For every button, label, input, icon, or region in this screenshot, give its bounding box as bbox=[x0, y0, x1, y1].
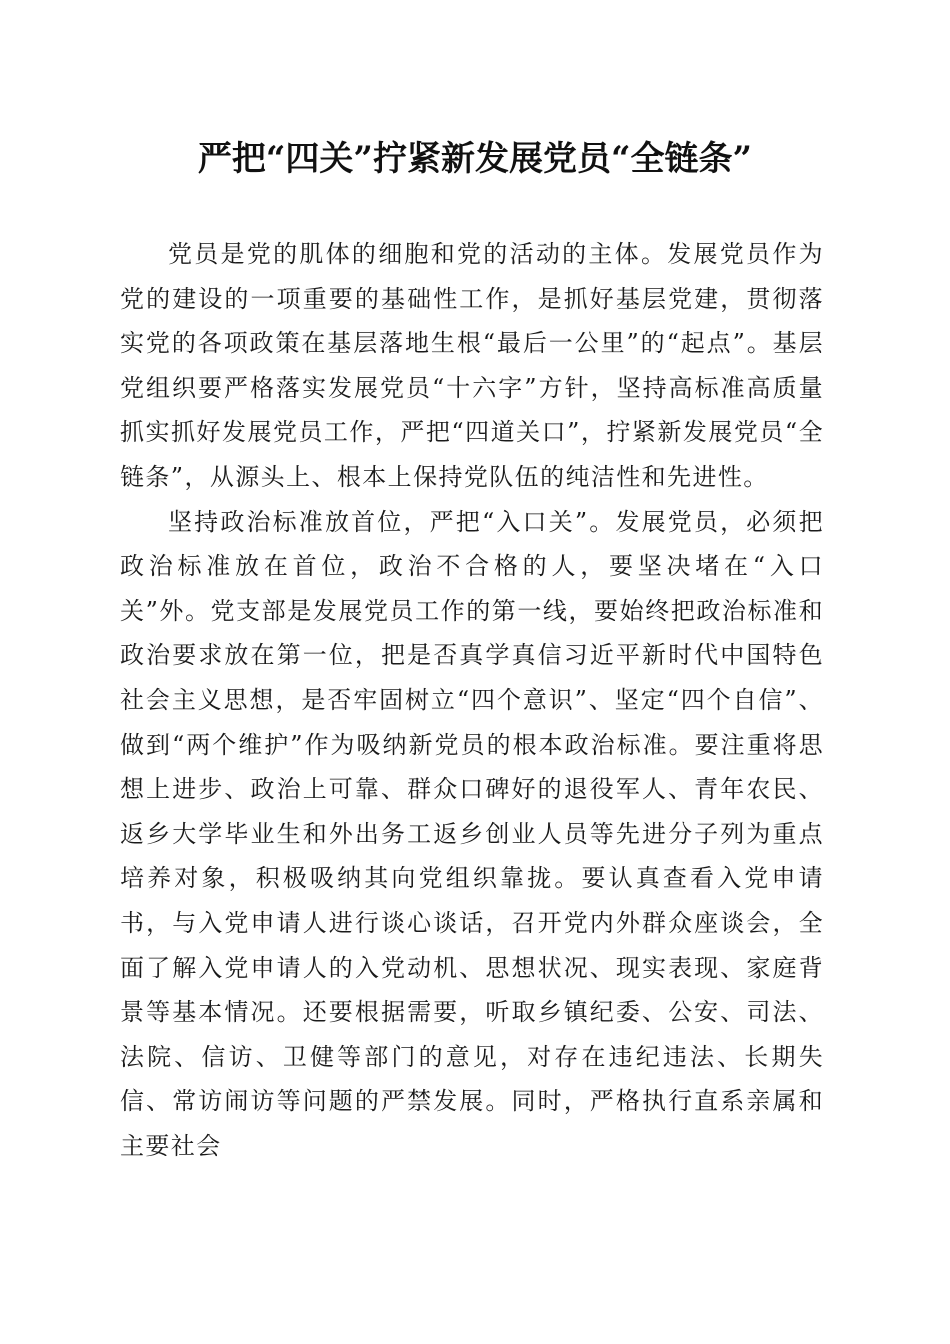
paragraph-intro: 党员是党的肌体的细胞和党的活动的主体。发展党员作为党的建设的一项重要的基础性工作，是抓好基层党建，贯彻落实党的各项政策在基层落地生根“最后一公里”的“起点”。基层党组织要严格落实发展党员“十六字”方针，坚持高标准高质量抓实抓好发展党员工作，严把“四道关口”，拧紧新发展党员“全链条”，从源头上、根本上保持党队伍的纯洁性和先进性。 bbox=[120, 240, 824, 491]
paragraph-entry-gate: 坚持政治标准放首位，严把“入口关”。发展党员，必须把政治标准放在首位，政治不合格的人，要坚决堵在“入口关”外。党支部是发展党员工作的第一线，要始终把政治标准和政治要求放在第一位，把是否真学真信习近平新时代中国特色社会主义思想，是否牢固树立“四个意识”、坚定“四个自信”、做到“两个维护”作为吸纳新党员的根本政治标准。要注重将思想上进步、政治上可靠、群众口碑好的退役军人、青年农民、返乡大学毕业生和外出务工返乡创业人员等先进分子列为重点培养对象，积极吸纳其向党组织靠拢。要认真查看入党申请书，与入党申请人进行谈心谈话，召开党内外群众座谈会，全面了解入党申请人的入党动机、思想状况、现实表现、家庭背景等基本情况。还要根据需要，听取乡镇纪委、公安、司法、法院、信访、卫健等部门的意见，对存在违纪违法、长期失信、常访闹访等问题的严禁发展。同时，严格执行直系亲属和主要社会 bbox=[120, 507, 824, 1160]
page-title: 严把“四关”拧紧新发展党员“全链条” bbox=[197, 139, 753, 179]
document-body bbox=[120, 232, 824, 1168]
